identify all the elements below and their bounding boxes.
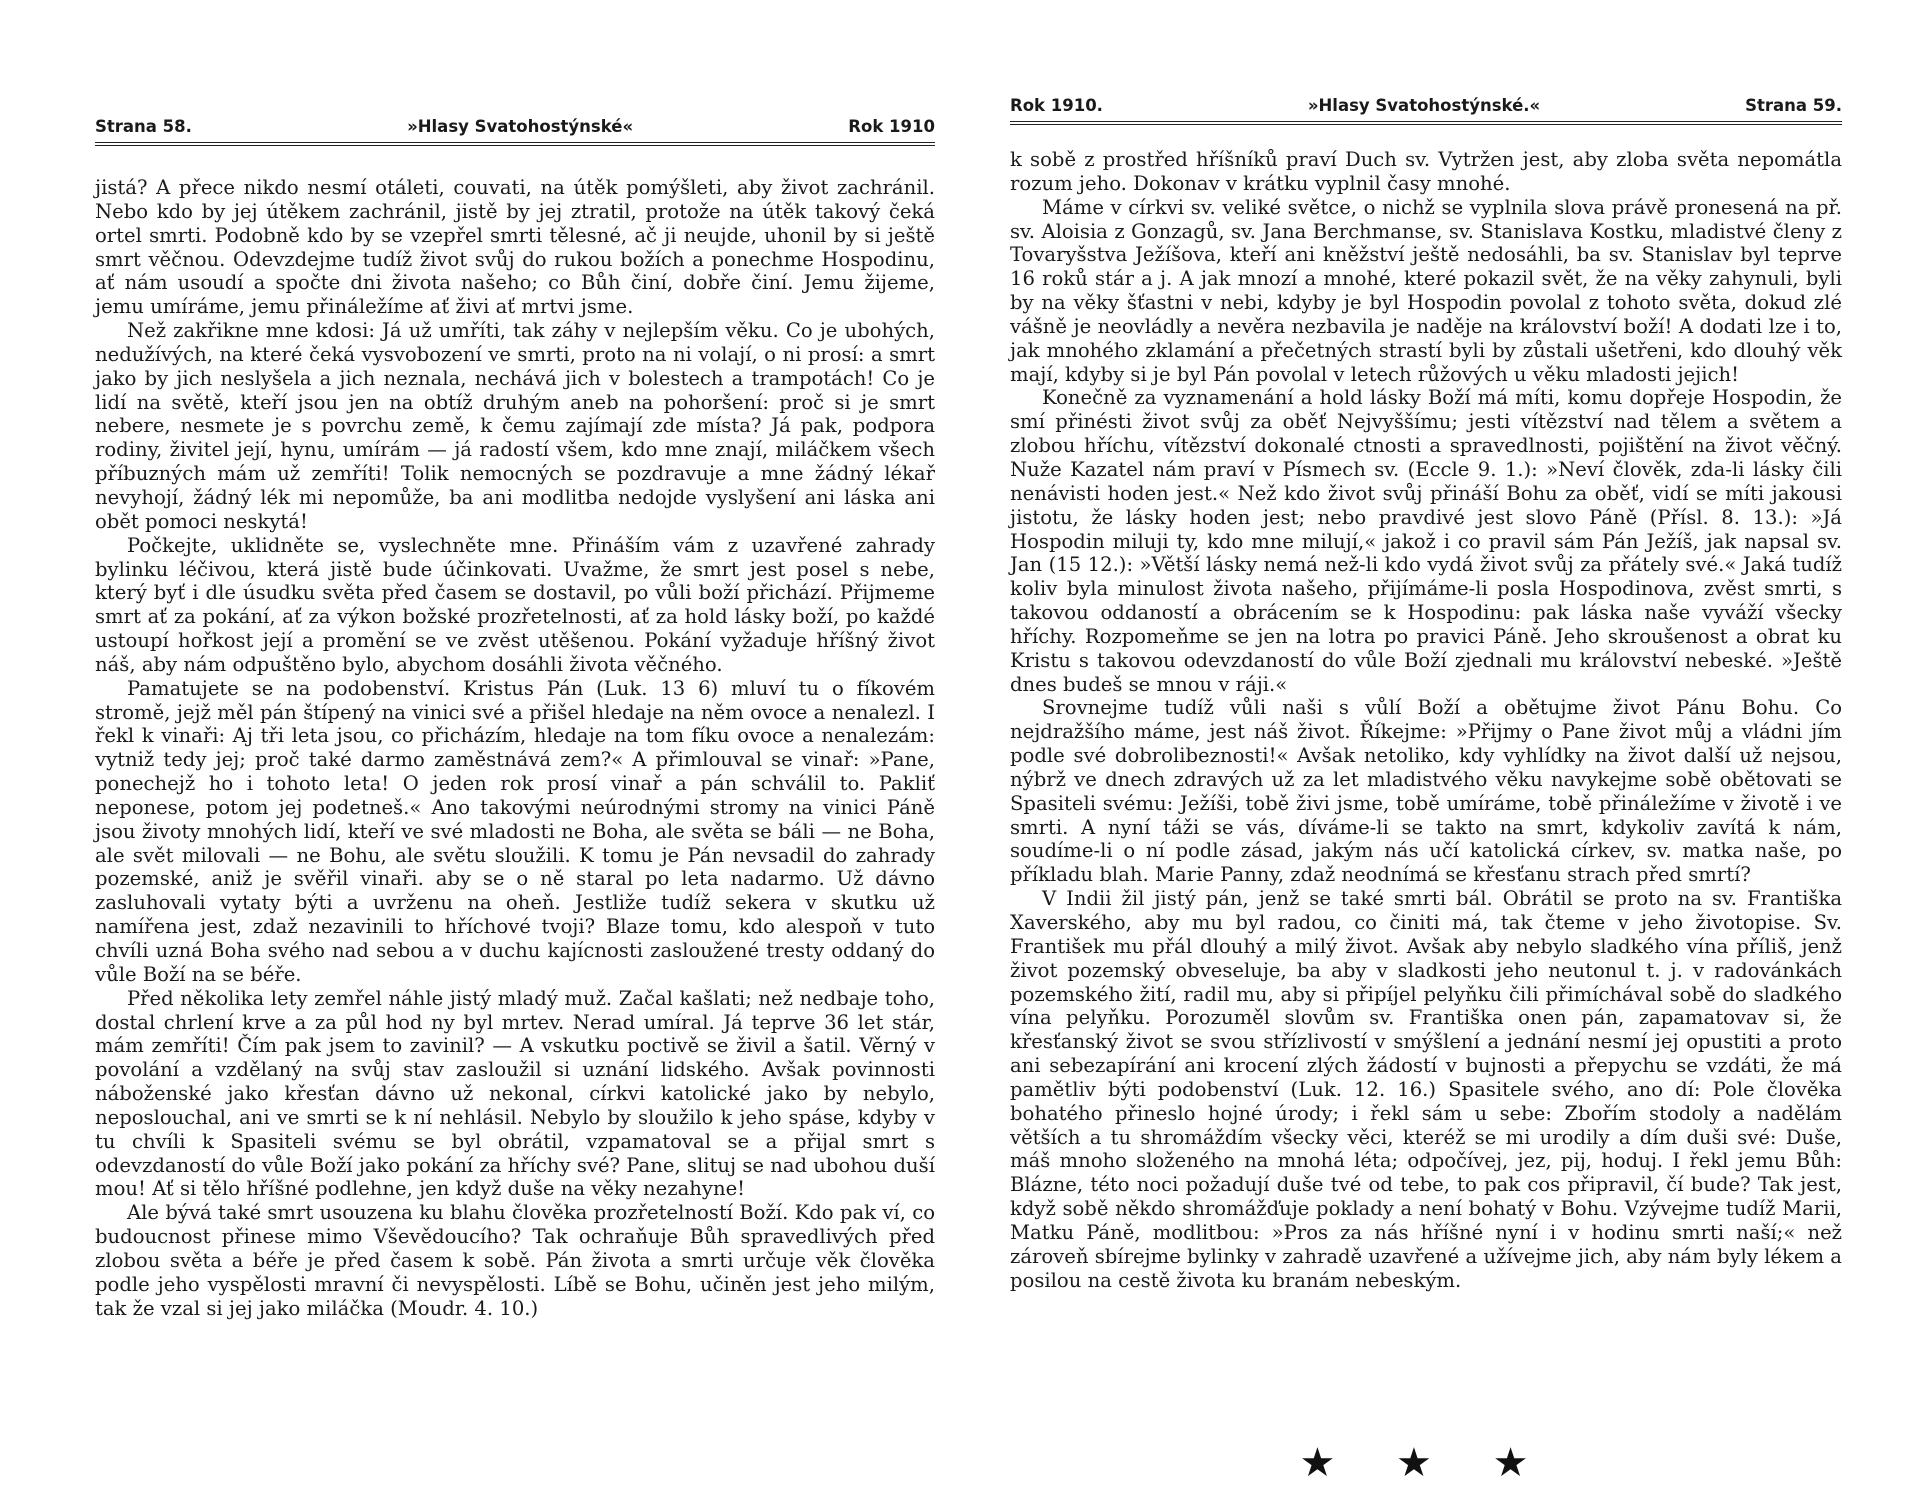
paragraph: V Indii žil jistý pán, jenž se také smrti bál. Obrátil se proto na sv. Františka Xaverského, aby mu byl radou, co činiti má, tak čteme v jeho životopise. Sv. František mu přál dlouhý a milý život. Avšak aby nebylo sladkého vína příliš, jenž život pozemský obveseluje, ba aby v sladkosti jeho neutonul t. j. v radovánkách pozemského žití, radil mu, aby si připíjel pelyňku čili přimíchával sobě do sladkého vína pelyňku. Porozuměl slovům sv. Františka onen pán, zapamatovav si, že křesťanský život se svou střízlivostí v smýšlení a jednání nesmí jej opustiti a proto ani sebezapírání ani krocení zlých žádostí v bujnosti a přepychu se vzdáti, že má pamětliv býti podobenství (Luk. 12. 16.) Spasitele svého, ano dí: Pole člověka bohatého přineslo hojné úrody; i řekl sám u sebe: Zbořím stodoly a nadělám větších a tu shromáždím všecky věci, kteréž se mi urodily a dím duši své: Duše, máš mnoho složeného na mnohá léta; odpočívej, jez, pij, hoduj. I řekl jemu Bůh: Blázne, této noci požadují duše tvé od tebe, to pak cos připravil, čí bude? Tak jest, když sobě někdo shromážďuje poklady a není bohatý v Bohu. Vzývejme tudíž Marii, Matku Páně, modlitbou: »Pros za nás hříšné nyní i v hodinu smrti naší;« než zároveň sbírejme bylinky v zahradě uzavřené a užívejme jich, aby nám byly lékem a posilou na cestě života ku branám nebeským. — [1010, 887, 1842, 1292]
paragraph: k sobě z prostřed hříšníků praví Duch sv. Vytržen jest, aby zloba světa nepomátla rozum jeho. Dokonav v krátku vyplnil časy mnohé. — [1010, 148, 1842, 195]
header-rule — [1010, 121, 1842, 125]
paragraph: Ale bývá také smrt usouzena ku blahu člověka prozřetelností Boží. Kdo pak ví, co budoucnost přinese mimo Vševědoucího? Tak ochraňuje Bůh spravedlivých před zlobou světa a béře je před časem k sobě. Pán života a smrti určuje věk člověka podle jeho vyspělosti mravní či nevyspělosti. Líbě se Bohu, učiněn jest jeho milým, tak že vzal si jej jako miláčka (Moudr. 4. 10.) — [95, 1201, 935, 1320]
paragraph: Než zakřikne mne kdosi: Já už umříti, tak záhy v nejlepším věku. Co je ubohých, nedužívých, na které čeká vysvobození ve smrti, proto na ni volají, o ni prosí: a smrt jako by jich neslyšela a jich neznala, nechává jich v bolestech a trampotách! Co je lidí na světě, kteří jsou jen na obtíž druhým aneb na pohoršení: proč si je smrt nebere, nesmete je s povrchu země, k čemu zajímají zde místa? Já pak, podpora rodiny, živitel její, hynu, umírám — já radostí všem, kdo mne znají, miláčkem všech příbuzných mám už zemříti! Tolik nemocných se pozdravuje a mne žádný lékař nevyhojí, žádný lék mi nepomůže, ba ani modlitba nedojde vyslyšení ani láska ani obět pomoci neskytá! — [95, 319, 935, 533]
page-number: Strana 59. — [1745, 96, 1842, 115]
running-header — [95, 106, 935, 136]
paragraph: Počkejte, uklidněte se, vyslechněte mne. Přináším vám z uzavřené zahrady bylinku léčivou, která jistě bude účinkovati. Uvažme, že smrt jest posel s nebe, který byť i dle úsudku světa před časem se dostavil, po vůli boží přichází. Přijmeme smrt ať za pokání, ať za výkon božské prozřetelnosti, ať za hold lásky boží, po každé ustoupí hořkost její a promění se ve zvěst utěšenou. Pokání vyžaduje hříšný život náš, aby nám odpuštěno bylo, abychom dosáhli života věčného. — [95, 533, 935, 676]
body-text — [95, 176, 935, 1321]
paragraph: Konečně za vyznamenání a hold lásky Boží má míti, komu dopřeje Hospodin, že smí přinésti život svůj za oběť Nejvyššímu; jesti vítězství nad tělem a světem a zlobou hříchu, vítězství dokonalé ctnosti a spravedlnosti, pojištění na život věčný. Nuže Kazatel nám praví v Písmech sv. (Eccle 9. 1.): »Neví člověk, zda-li lásky čili nenávisti hoden jest.« Než kdo život svůj přináší Bohu za oběť, vidí se míti jakousi jistotu, že lásky hoden jest; nebo pravdivé jest slovo Páně (Přísl. 8. 13.): »Já Hospodin miluji ty, kdo mne milují,« jakož i co pravil sám Pán Ježíš, jak napsal sv. Jan (15 12.): »Větší lásky nemá než-li kdo vydá život svůj za přátely své.« Jaká tudíž koliv byla minulost života našeho, přijímáme-li posla Hospodinova, zvěst smrti, s takovou oddaností a obrácením se k Hospodinu: pak láska naše vyváží všecky hříchy. Rozpomeňme se jen na lotra po pravici Páně. Jeho skroušenost a obrat ku Kristu s takovou odevzdaností do vůle Boží zjednali mu království nebeské. »Ještě dnes budeš se mnou v ráji.« — [1010, 386, 1842, 696]
page-number: Strana 58. — [95, 117, 192, 136]
closing-stars-ornament: ★ ★ ★ — [1299, 1440, 1553, 1486]
paragraph: Pamatujete se na podobenství. Kristus Pán (Luk. 13 6) mluví tu o fíkovém stromě, jejž měl pán štípený na vinici své a přišel hledaje na něm ovoce a nenalezl. I řekl k vinaři: Aj tři leta jsou, co přicházím, hledaje na tom fíku ovoce a nenalezám: vytniž tedy jej; proč také darmo zaměstnává zem?« A přimlouval se vinař: »Pane, ponechejž ho i tohoto leta! O jeden rok prosí vinař a pán schválil to. Pakliť neponese, potom jej podetneš.« Ano takovými neúrodnými stromy na vinici Páně jsou životy mnohých lidí, kteří ve své mladosti ne Boha, ale světa se báli — ne Boha, ale svět milovali — ne Bohu, ale světu sloužili. K tomu je Pán nevsadil do zahrady pozemské, aniž je svěřil vinaři. aby se o ně staral po leta nadarmo. Už dávno zasluhovali vytaty býti a uvrženu na oheň. Jestliže tudíž sekera v skutku už namířena jest, zdaž nezavinili to hříchové tvoji? Blaze tomu, kdo alespoň v tuto chvíli uzná Boha svého nad sebou a v duchu kajícnosti zasloužené tresty oddaný do vůle Boží na se béře. — [95, 676, 935, 986]
running-header — [1010, 85, 1842, 115]
paragraph: jistá? A přece nikdo nesmí otáleti, couvati, na útěk pomýšleti, aby život zachránil. Nebo kdo by jej útěkem zachránil, jistě by jej ztratil, protože na útěk takový čeká ortel smrti. Podobně kdo by se vzepřel smrti tělesné, ač ji neujde, uhonil by si ještě smrt věčnou. Odevzdejme tudíž život svůj do rukou božích a ponechme Hospodinu, ať nám usoudí a spočte dni života našeho; co Bůh činí, dobře činí. Jemu žijeme, jemu umíráme, jemu přináležíme ať živi ať mrtvi jsme. — [95, 176, 935, 319]
journal-title: »Hlasy Svatohostýnské.« — [1307, 96, 1541, 115]
journal-title: »Hlasy Svatohostýnské« — [407, 117, 634, 136]
paragraph: Máme v církvi sv. veliké světce, o nichž se vyplnila slova právě pronesená na př. sv. Aloisia z Gonzagů, sv. Jana Berchmanse, sv. Stanislava Kostku, mladistvé členy z Tovaryšstva Ježíšova, kteří ani kněžství ještě nedosáhli, ba sv. Stanislav byl teprve 16 roků stár a j. A jak mnozí a mnohé, které pokazil svět, že na věky zahynuli, byli by na věky šťastni v nebi, kdyby je byl Hospodin povolal z tohoto světa, dokud zlé vášně je neovládly a nevěra nezbavila je naděje na království boží! A dodati lze i to, jak mnohého zklamání a přečetných strastí byli by zůstali ušetřeni, kdo dlouhý věk mají, kdyby si je byl Pán povolal v letech růžových u věku mladosti jejich! — [1010, 195, 1842, 386]
paragraph: Před několika lety zemřel náhle jistý mladý muž. Začal kašlati; než nedbaje toho, dostal chrlení krve a za půl hod ny byl mrtev. Nerad umíral. Já teprve 36 let stár, mám zemříti! Čím pak jsem to zavinil? — A vskutku poctivě se živil a šatil. Věrný v povolání a vzdělaný na svůj stav zasloužil si uznání lidského. Avšak povinnosti náboženské jako křesťan dávno už nekonal, církvi katolické jako by nebylo, neposlouchal, ani ve smrti se k ní nehlásil. Nebylo by sloužilo k jeho spáse, kdyby v tu chvíli k Spasiteli svému se byl obrátil, vzpamatoval se a přijal smrt s odevzdaností do vůle Boží jako pokání za hříchy své? Pane, slituj se nad ubohou duší mou! Ať si tělo hříšné podlehne, jen když duše na věky nezahyne! — [95, 986, 935, 1201]
header-rule — [95, 142, 935, 146]
year: Rok 1910 — [848, 117, 935, 136]
paragraph: Srovnejme tudíž vůli naši s vůlí Boží a obětujme život Pánu Bohu. Co nejdražšího máme, jest náš život. Říkejme: »Přijmy o Pane život můj a vládni jím podle své dobrolibeznosti!« Avšak netoliko, kdy vyhlídky na život další už nejsou, nýbrž ve dnech zdravých už za let mladistvého věku navykejme sobě obětovati se Spasiteli svému: Ježíši, tobě živi jsme, tobě umíráme, tobě přináležíme v životě i ve smrti. A nyní táži se vás, díváme-li se takto na smrt, kdykoliv zavítá k nám, soudíme-li o ní podle zásad, jakým nás učí katolická církev, sv. matka naše, po příkladu blah. Marie Panny, zdaž neodnímá se křesťanu strach před smrtí? — [1010, 696, 1842, 887]
year: Rok 1910. — [1010, 96, 1103, 115]
body-text — [1010, 148, 1842, 1293]
